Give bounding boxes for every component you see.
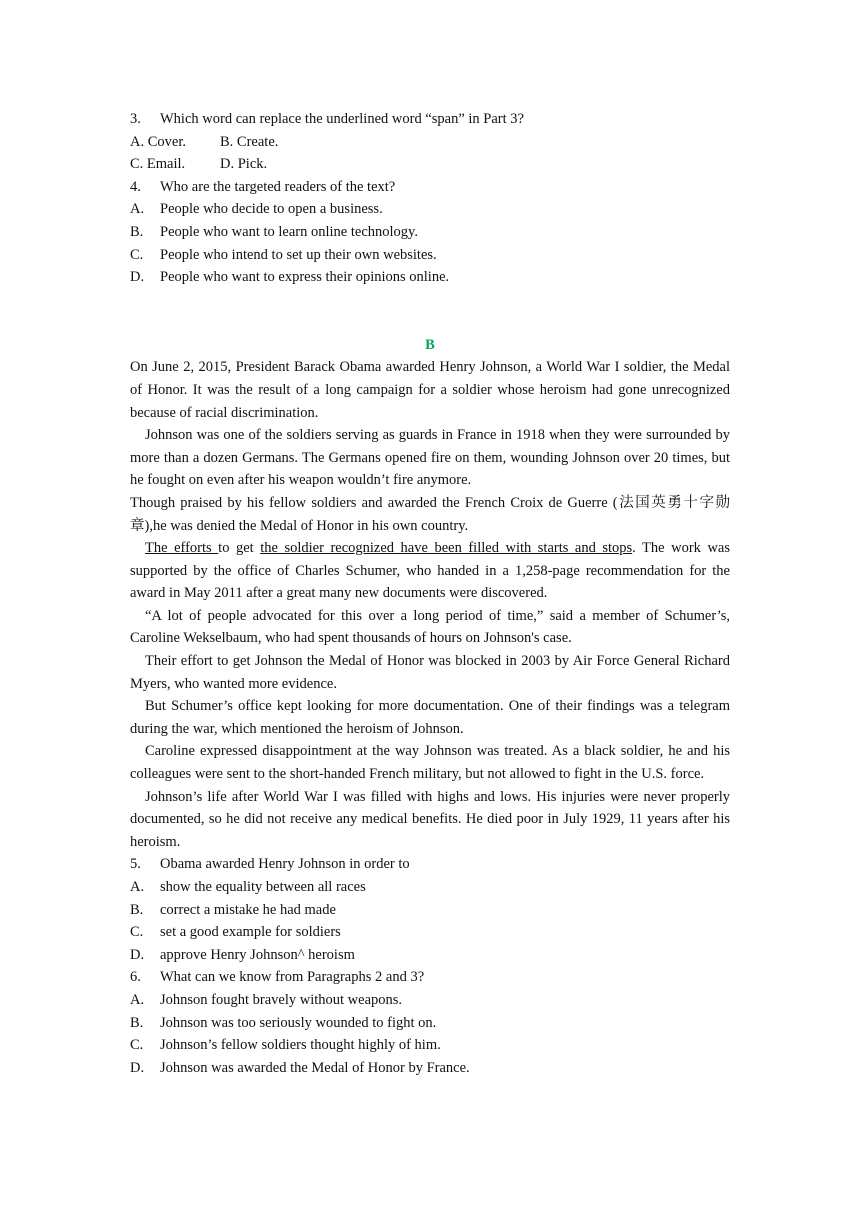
option-letter: D.: [130, 269, 145, 286]
paragraph-5: “A lot of people advocated for this over a long period of time,” said a member of Schumer’s, Caroline Wekselbaum, who had spent thousands of hours on Johnson's case.: [130, 607, 730, 647]
option-text: show the equality between all races: [160, 879, 366, 895]
option-text: Johnson’s fellow soldiers thought highly of him.: [160, 1037, 441, 1054]
option-b: [130, 1012, 730, 1035]
option-a: [130, 989, 730, 1012]
option-letter: D.: [130, 946, 145, 963]
question-number: 5.: [130, 856, 141, 873]
section-title: B: [425, 336, 435, 353]
question-5: [130, 853, 730, 876]
paragraph-8: Caroline expressed disappointment at the way Johnson was treated. As a black soldier, he and his colleagues were sent to the short-handed French military, but not allowed to fight in the U.S. force.: [130, 743, 730, 783]
option-text: approve Henry Johnson^ heroism: [160, 946, 355, 963]
question-number: 3.: [130, 111, 141, 127]
paragraph-9: Johnson’s life after World War I was filled with highs and lows. His injuries were never properly documented, so he did not receive any medical benefits. He died poor in July 1929, 11 years after his heroism.: [130, 788, 730, 850]
option-letter: C.: [130, 924, 144, 941]
question-text: What can we know from Paragraphs 2 and 3?: [160, 969, 425, 986]
option-d: [130, 1057, 730, 1080]
option-text: correct a mistake he had made: [160, 901, 336, 918]
option-text: People who want to learn online technology.: [160, 223, 418, 240]
paragraph-3: Though praised by his fellow soldiers and awarded the French Croix de Guerre (法国英勇十字勋章),he was denied the Medal of Honor in his own country.: [130, 494, 730, 534]
option-text: People who want to express their opinions online.: [160, 269, 450, 286]
option-b: [130, 221, 730, 244]
paragraph-2: Johnson was one of the soldiers serving as guards in France in 1918 when they were surrounded by more than a dozen Germans. The Germans opened fire on them, wounding Johnson over 20 times, but he fought on even after his weapon wouldn’t fire anymore.: [130, 427, 730, 489]
question-text: Obama awarded Henry Johnson in order to: [160, 856, 410, 873]
option-letter: B.: [130, 223, 144, 240]
option-d: [130, 944, 730, 967]
document-content: [130, 108, 730, 1079]
option-text: People who intend to set up their own websites.: [160, 246, 437, 263]
option-text: Johnson was too seriously wounded to fight on.: [160, 1014, 437, 1031]
paragraph-6: Their effort to get Johnson the Medal of Honor was blocked in 2003 by Air Force General Richard Myers, who wanted more evidence.: [130, 653, 730, 692]
option-letter: A.: [130, 879, 145, 895]
option-letter: B.: [130, 901, 144, 918]
question-text: Who are the targeted readers of the text?: [160, 178, 396, 195]
question-3-options-row-2: [130, 153, 730, 176]
underlined-phrase: The efforts: [145, 540, 219, 557]
option-b: [130, 899, 730, 922]
section-gap: [130, 289, 730, 334]
option-a: A. Cover.: [130, 133, 186, 150]
option-a: [130, 876, 730, 899]
question-4: [130, 176, 730, 199]
option-text: Johnson fought bravely without weapons.: [160, 991, 403, 1008]
option-letter: C.: [130, 246, 144, 263]
question-3: [130, 108, 730, 131]
option-c: [130, 1034, 730, 1057]
option-text: set a good example for soldiers: [160, 924, 341, 941]
option-c: [130, 921, 730, 944]
option-text: Johnson was awarded the Medal of Honor by France.: [160, 1059, 470, 1076]
underlined-phrase: the soldier recognized have been filled with starts and stops: [260, 540, 633, 557]
option-letter: C.: [130, 1037, 144, 1054]
option-c: [130, 244, 730, 267]
question-number: 4.: [130, 178, 141, 195]
option-d: [130, 266, 730, 289]
paragraph-1: On June 2, 2015, President Barack Obama awarded Henry Johnson, a World War I soldier, the Medal of Honor. It was the result of a long campaign for a soldier whose heroism had gone unrecognized because of racial discrimination.: [130, 359, 730, 421]
option-letter: D.: [130, 1059, 145, 1076]
option-text: People who decide to open a business.: [160, 201, 383, 218]
option-c: C. Email.: [130, 156, 186, 173]
option-letter: B.: [130, 1014, 144, 1031]
option-letter: A.: [130, 201, 145, 218]
question-number: 6.: [130, 969, 141, 986]
question-3-options-row-1: [130, 131, 730, 154]
option-a: [130, 198, 730, 221]
paragraph-text: to get: [218, 540, 261, 557]
option-b: B. Create.: [220, 133, 279, 150]
paragraph-text: . The work was supported by the office of Charles Schumer, who handed in a 1,258-page recommendation for the award in May 2011 after a great many new documents were discovered.: [130, 540, 730, 602]
paragraph-4: [130, 537, 730, 605]
option-d: D. Pick.: [220, 156, 268, 173]
question-text: Which word can replace the underlined word “span” in Part 3?: [160, 111, 524, 127]
option-letter: A.: [130, 991, 145, 1008]
paragraph-7: But Schumer’s office kept looking for more documentation. One of their findings was a telegram during the war, which mentioned the heroism of Johnson.: [130, 698, 730, 737]
question-6: [130, 966, 730, 989]
